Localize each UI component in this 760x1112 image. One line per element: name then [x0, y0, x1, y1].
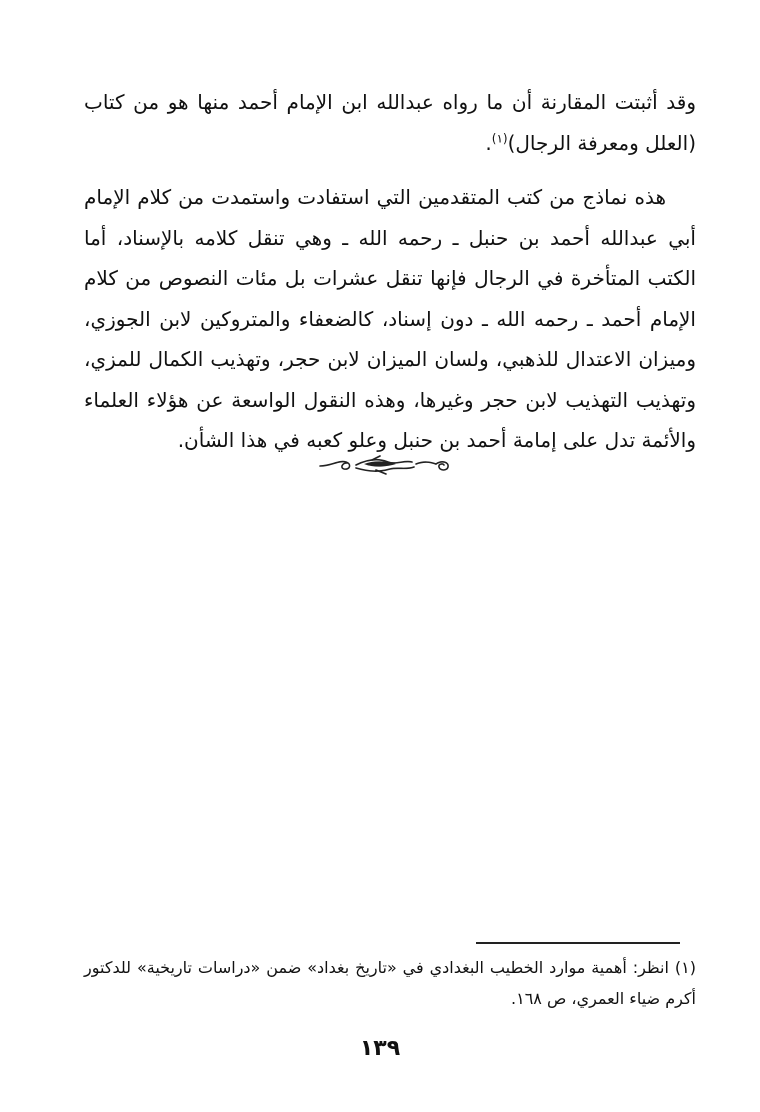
footnotes [84, 952, 696, 1014]
footnote-reference: (١) [491, 130, 508, 145]
paragraph-1 [84, 82, 696, 163]
paragraph-2: هذه نماذج من كتب المتقدمين التي استفادت واستمدت من كلام الإمام أبي عبدالله أحمد بن حنبل ـ رحمه الله ـ وهي تنقل كلامه بالإسناد، أما الكتب المتأخرة في الرجال فإنها تنقل عشرات بل مئات النصوص من كلام الإمام أحمد ـ رحمه الله ـ دون إسناد، كالضعفاء والمتروكين لابن الجوزي، وميزان الاعتدال للذهبي، ولسان الميزان لابن حجر، وتهذيب الكمال للمزي، وتهذيب التهذيب لابن حجر وغيرها، وهذه النقول الواسعة عن هؤلاء العلماء والأئمة تدل على إمامة أحمد بن حنبل وعلو كعبه في هذا الشأن. [84, 185, 696, 452]
footnote-number: (١) [674, 958, 696, 977]
decorative-flourish-icon [316, 450, 452, 482]
footnote-separator [476, 942, 680, 944]
main-text [84, 82, 696, 461]
footnote-text: انظر: أهمية موارد الخطيب البغدادي في «تاريخ بغداد» ضمن «دراسات تاريخية» للدكتور أكرم ضياء العمري، ص ١٦٨. [84, 958, 696, 1008]
paragraph-1-text: وقد أثبتت المقارنة أن ما رواه عبدالله ابن الإمام أحمد منها هو من كتاب (العلل ومعرفة الرجال) [84, 90, 696, 155]
paragraph-1-end: . [485, 130, 492, 155]
page-number: ١٣٩ [359, 1036, 401, 1061]
footnote-1 [84, 952, 696, 1014]
